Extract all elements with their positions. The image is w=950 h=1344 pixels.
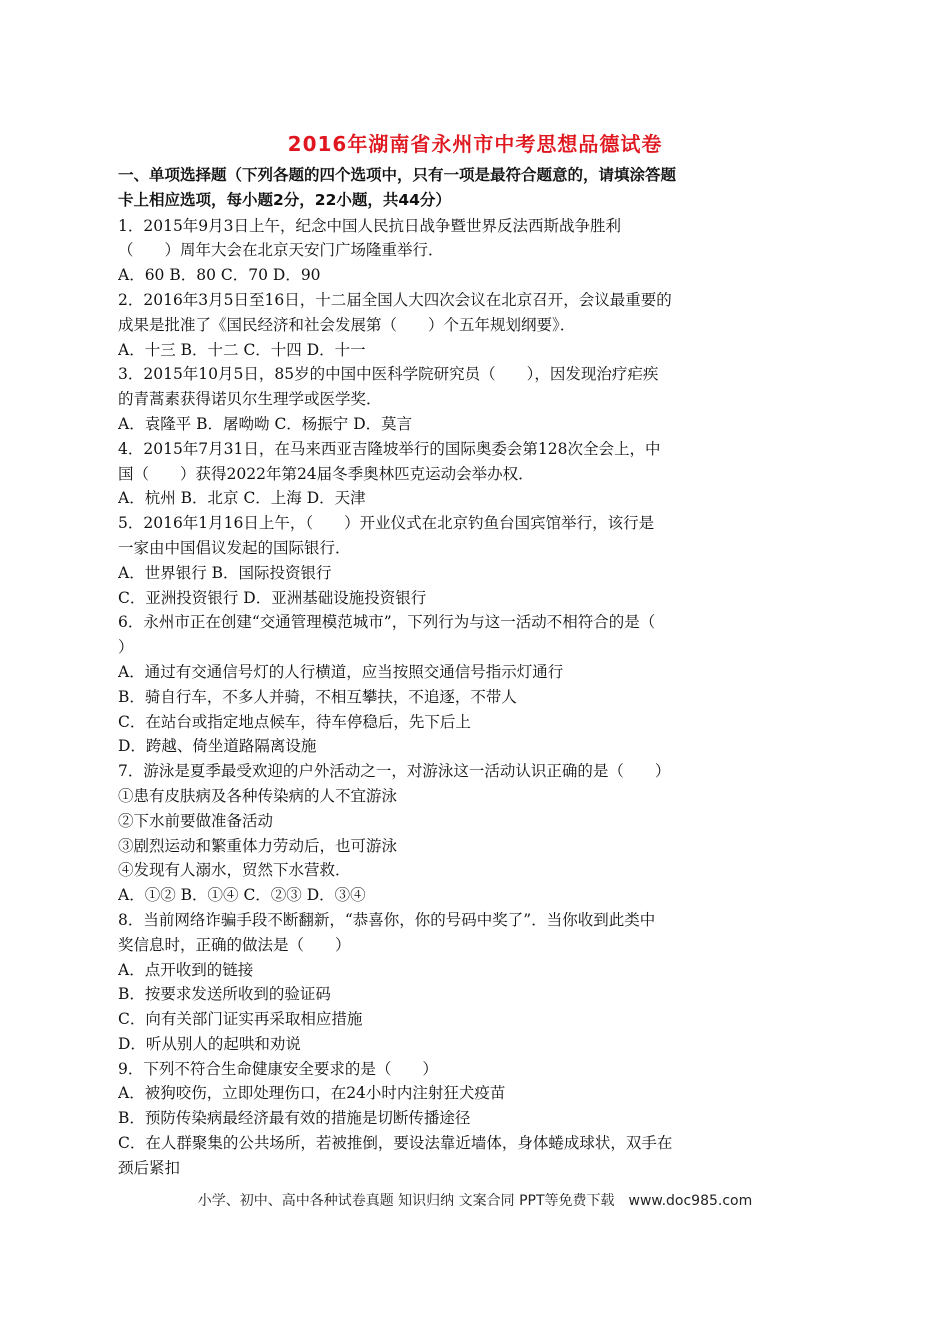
question-stem-line: ④发现有人溺水，贸然下水营救． <box>118 861 351 880</box>
answer-option-line: A．60 B．80 C．70 D．90 <box>118 266 321 285</box>
section-heading-line: 卡上相应选项，每小题2分，22小题，共44分） <box>118 190 451 209</box>
question-stem-line: 7．游泳是夏季最受欢迎的户外活动之一，对游泳这一活动认识正确的是（ ） <box>118 762 671 781</box>
question-5 <box>118 511 810 610</box>
answer-option-line: A．被狗咬伤，立即处理伤口，在24小时内注射狂犬疫苗 <box>118 1084 506 1103</box>
page-title: 2016年湖南省永州市中考思想品德试卷 <box>287 132 663 156</box>
answer-option-line: A．世界银行 B．国际投资银行 <box>118 563 332 582</box>
answer-option-line: A．袁隆平 B．屠呦呦 C．杨振宁 D．莫言 <box>118 414 413 433</box>
answer-option-line: D．听从别人的起哄和劝说 <box>118 1034 301 1053</box>
section-heading-line: 一、单项选择题（下列各题的四个选项中，只有一项是最符合题意的，请填涂答题 <box>118 166 677 184</box>
question-stem-line: 9．下列不符合生命健康安全要求的是（ ） <box>118 1059 438 1078</box>
question-list <box>118 214 810 1181</box>
question-stem-line: 8．当前网络诈骗手段不断翻新，“恭喜你，你的号码中奖了”．当你收到此类中 <box>118 910 656 929</box>
answer-option-line: A．十三 B．十二 C．十四 D．十一 <box>118 340 366 359</box>
answer-option-line: C．向有关部门证实再采取相应措施 <box>118 1010 363 1029</box>
question-6 <box>118 610 810 759</box>
question-stem-line: 的青蒿素获得诺贝尔生理学或医学奖． <box>118 390 382 409</box>
answer-option-line: C．在站台或指定地点候车，待车停稳后，先下后上 <box>118 712 471 731</box>
page-footer: 小学、初中、高中各种试卷真题 知识归纳 文案合同 PPT等免费下载 www.doc985.com <box>197 1193 753 1209</box>
question-4 <box>118 437 810 511</box>
question-stem-line: ②下水前要做准备活动 <box>118 811 274 830</box>
answer-option-line: A．点开收到的链接 <box>118 960 254 979</box>
question-stem-line: 国（ ）获得2022年第24届冬季奥林匹克运动会举办权． <box>118 464 534 483</box>
answer-option-line: B．按要求发送所收到的验证码 <box>118 985 331 1004</box>
question-stem-line: ） <box>118 638 134 657</box>
answer-option-line: D．跨越、倚坐道路隔离设施 <box>118 737 317 756</box>
question-2 <box>118 288 810 362</box>
question-stem-line: 4．2015年7月31日，在马来西亚吉隆坡举行的国际奥委会第128次全会上，中 <box>118 439 661 458</box>
question-8 <box>118 908 810 1057</box>
answer-option-line: B．骑自行车，不多人并骑，不相互攀扶，不追逐，不带人 <box>118 687 517 706</box>
question-7 <box>118 759 810 908</box>
question-stem-line: 3．2015年10月5日，85岁的中国中医科学院研究员（ ），因发现治疗疟疾 <box>118 365 659 384</box>
question-stem-line: 6．永州市正在创建“交通管理模范城市”，下列行为与这一活动不相符合的是（ <box>118 613 656 632</box>
question-9 <box>118 1057 810 1181</box>
answer-option-line: 颈后紧扣 <box>118 1158 181 1177</box>
question-stem-line: 5．2016年1月16日上午，（ ）开业仪式在北京钓鱼台国宾馆举行，该行是 <box>118 514 655 533</box>
answer-option-line: B．预防传染病最经济最有效的措施是切断传播途径 <box>118 1109 471 1128</box>
answer-option-line: A．①② B．①④ C．②③ D．③④ <box>118 886 366 905</box>
question-stem-line: 成果是批准了《国民经济和社会发展第（ ）个五年规划纲要》． <box>118 315 576 334</box>
question-1 <box>118 214 810 288</box>
answer-option-line: A．通过有交通信号灯的人行横道，应当按照交通信号指示灯通行 <box>118 662 564 681</box>
question-stem-line: 2．2016年3月5日至16日，十二届全国人大四次会议在北京召开，会议最重要的 <box>118 290 672 309</box>
question-stem-line: ①患有皮肤病及各种传染病的人不宜游泳 <box>118 786 398 805</box>
section-heading <box>118 163 810 213</box>
question-3 <box>118 362 810 436</box>
document-body <box>118 163 810 1181</box>
answer-option-line: A．杭州 B．北京 C．上海 D．天津 <box>118 489 366 508</box>
question-stem-line: 奖信息时，正确的做法是（ ） <box>118 935 351 954</box>
question-stem-line: 1．2015年9月3日上午，纪念中国人民抗日战争暨世界反法西斯战争胜利 <box>118 216 622 235</box>
question-stem-line: 一家由中国倡议发起的国际银行． <box>118 538 351 557</box>
answer-option-line: C．在人群聚集的公共场所，若被推倒，要设法靠近墙体，身体蜷成球状，双手在 <box>118 1134 673 1153</box>
answer-option-line: C．亚洲投资银行 D．亚洲基础设施投资银行 <box>118 588 427 607</box>
question-stem-line: （ ）周年大会在北京天安门广场隆重举行． <box>118 241 444 260</box>
question-stem-line: ③剧烈运动和繁重体力劳动后，也可游泳 <box>118 836 398 855</box>
